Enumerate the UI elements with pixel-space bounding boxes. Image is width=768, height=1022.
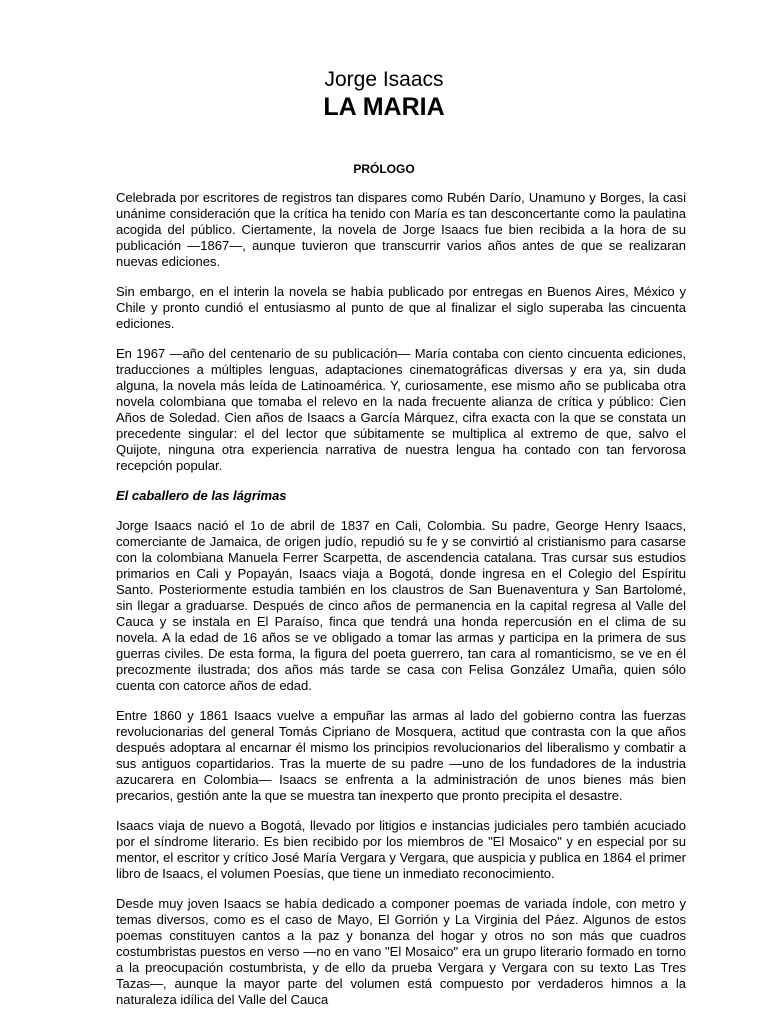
paragraph: En 1967 —año del centenario de su publicación— María contaba con ciento cincuenta ediciones, traducciones a múltiples lenguas, adaptaciones cinematográficas diversas y era ya, sin duda alguna, la novela más leída de Latinoamérica. Y, curiosamente, ese mismo año se publicaba otra novela colombiana que tomaba el relevo en la nada frecuente alianza de crítica y público: Cien Años de Soledad. Cien años de Isaacs a García Márquez, cifra exacta con la que se constata un precedente singular: el del lector que súbitamente se multiplica al extremo de que, salvo el Quijote, ninguna otra experiencia narrativa de nuestra lengua ha contado con tan fervorosa recepción popular. [116,346,686,473]
subheading: El caballero de las lágrimas [116,488,287,503]
paragraph: Isaacs viaja de nuevo a Bogotá, llevado por litigios e instancias judiciales pero también acuciado por el síndrome literario. Es bien recibido por los miembros de "El Mosaico" y en especial por su mentor, el escritor y crítico José María Vergara y Vergara, que auspicia y publica en 1864 el primer libro de Isaacs, el volumen Poesías, que tiene un inmediato reconocimiento. [116,818,686,881]
paragraph: Entre 1860 y 1861 Isaacs vuelve a empuñar las armas al lado del gobierno contra las fuerzas revolucionarias del general Tomás Cipriano de Mosquera, actitud que contrasta con la que años después adoptara al encarnar él mismo los principios revolucionarios del liberalismo y combatir a sus antiguos copartidarios. Tras la muerte de su padre —uno de los fundadores de la industria azucarera en Colombia— Isaacs se enfrenta a la administración de unos bienes más bien precarios, gestión ante la que se muestra tan inexperto que pronto precipita el desastre. [116,708,686,803]
paragraph: Jorge Isaacs nació el 1o de abril de 1837 en Cali, Colombia. Su padre, George Henry Isaacs, comerciante de Jamaica, de origen judío, repudió su fe y se convirtió al cristianismo para casarse con la colombiana Manuela Ferrer Scarpetta, de ascendencia catalana. Tras cursar sus estudios primarios en Cali y Popayán, Isaacs viaja a Bogotá, donde ingresa en el Colegio del Espíritu Santo. Posteriormente estudia también en los claustros de San Buenaventura y San Bartolomé, sin llegar a graduarse. Después de cinco años de permanencia en la capital regresa al Valle del Cauca y se instala en El Paraíso, finca que tendrá una honda repercusión en el clima de su novela. A la edad de 16 años se ve obligado a tomar las armas y participa en la primera de sus guerras civiles. De esta forma, la figura del poeta guerrero, tan cara al romanticismo, se ve en él precozmente ilustrada; dos años más tarde se casa con Felisa González Umaña, quien sólo cuenta con catorce años de edad. [116,518,686,693]
paragraph: Sin embargo, en el interin la novela se había publicado por entregas en Buenos Aires, México y Chile y pronto cundió el entusiasmo al punto de que al finalizar el siglo superaba las cincuenta ediciones. [116,284,686,331]
book-title: LA MARIA [323,93,445,121]
document-body [116,190,686,1022]
author-name: Jorge Isaacs [324,68,444,91]
section-heading: PRÓLOGO [353,162,415,176]
paragraph: Desde muy joven Isaacs se había dedicado a componer poemas de variada índole, con metro y temas diversos, como es el caso de Mayo, El Gorrión y La Virginia del Páez. Algunos de estos poemas constituyen cantos a la paz y bonanza del hogar y otros no son más que cuadros costumbristas puestos en verso —no en vano "El Mosaico" era un grupo literario formado en torno a la preocupación costumbrista, y de ello da prueba Vergara y Vergara con su texto Las Tres Tazas—, aunque la mayor parte del volumen está compuesto por verdaderos himnos a la naturaleza idílica del Valle del Cauca [116,896,686,1007]
paragraph: Celebrada por escritores de registros tan dispares como Rubén Darío, Unamuno y Borges, la casi unánime consideración que la crítica ha tenido con María es tan desconcertante como la paulatina acogida del público. Ciertamente, la novela de Jorge Isaacs fue bien recibida a la hora de su publicación —1867—, aunque tuvieron que transcurrir varios años antes de que se realizaran nuevas ediciones. [116,190,686,269]
